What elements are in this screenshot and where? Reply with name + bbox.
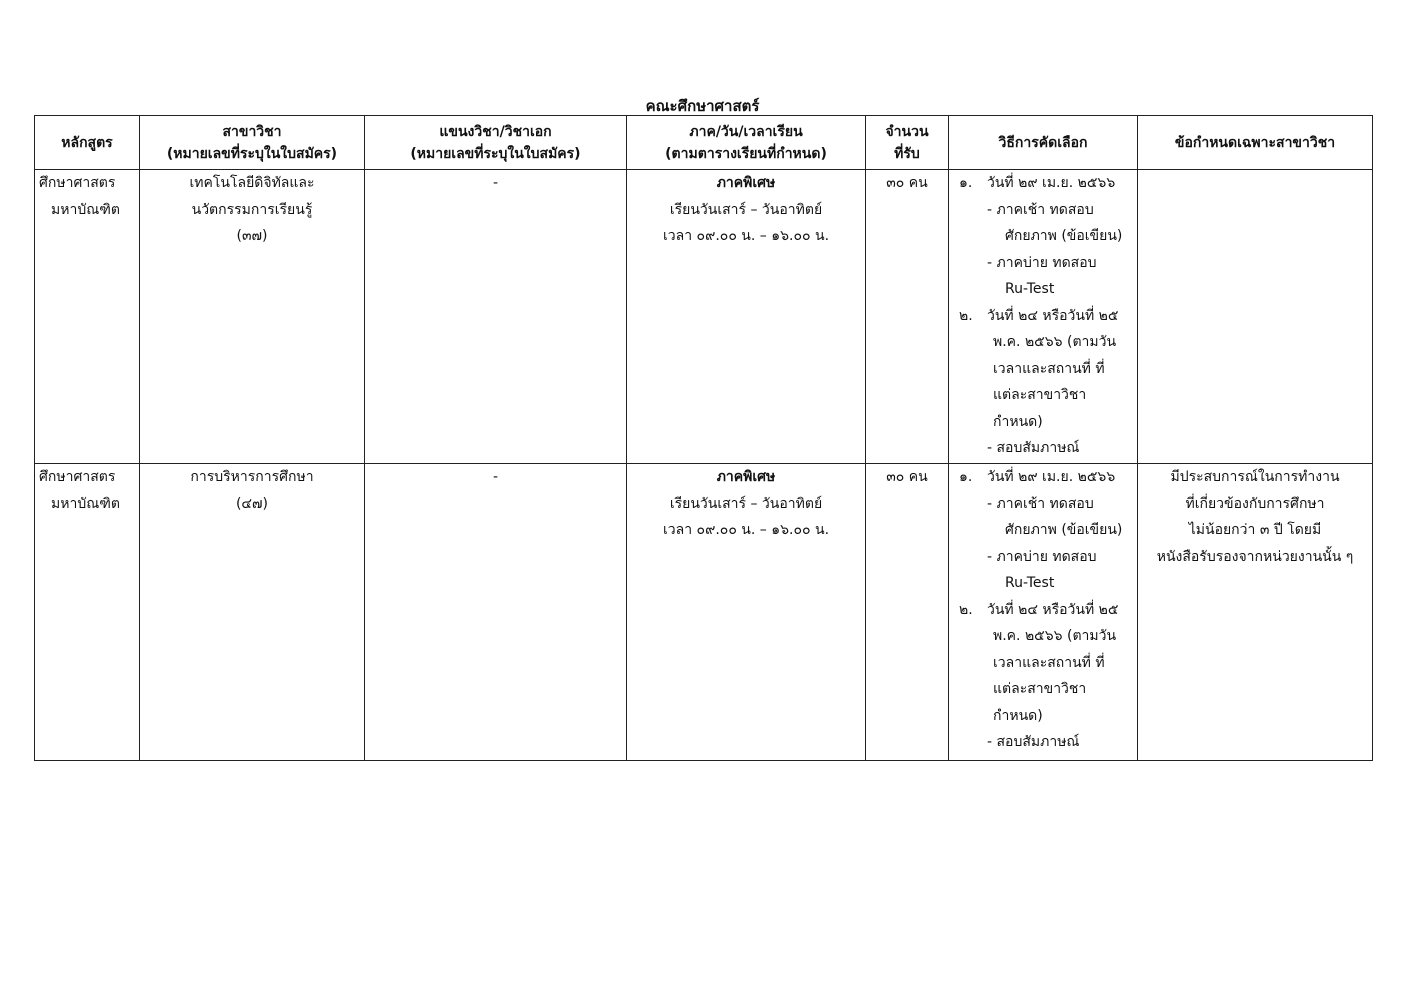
program-table [34, 115, 1373, 761]
schedule-cell: ภาคพิเศษ เรียนวันเสาร์ – วันอาทิตย์ เวลา ๐๙.๐๐ น. – ๑๖.๐๐ น. [627, 170, 866, 464]
course-cell: ศึกษาศาสตร มหาบัณฑิต [35, 464, 140, 761]
header-selection: วิธีการคัดเลือก [949, 116, 1138, 170]
seats-cell: ๓๐ คน [866, 464, 949, 761]
page-title: คณะศึกษาศาสตร์ [645, 97, 760, 115]
major-cell: การบริหารการศึกษา (๔๗) [140, 464, 365, 761]
table-row [35, 170, 1373, 464]
minor-cell: - [365, 170, 627, 464]
header-requirements: ข้อกำหนดเฉพาะสาขาวิชา [1138, 116, 1373, 170]
minor-cell: - [365, 464, 627, 761]
header-seats: จำนวน ที่รับ [866, 116, 949, 170]
header-schedule: ภาค/วัน/เวลาเรียน (ตามตารางเรียนที่กำหนด) [627, 116, 866, 170]
table-row [35, 464, 1373, 761]
requirements-cell [1138, 170, 1373, 464]
header-course: หลักสูตร [35, 116, 140, 170]
selection-cell: ๑. วันที่ ๒๙ เม.ย. ๒๕๖๖ - ภาคเช้า ทดสอบ ศักยภาพ (ข้อเขียน) - ภาคบ่าย ทดสอบ Ru-Test ๒. วันที่ ๒๔ หรือวันที่ ๒๕ พ.ค. ๒๕๖๖ (ตามวัน เวลาและสถานที่ ที่ แต่ละสาขาวิชา กำหนด) - สอบสัมภาษณ์ [949, 170, 1138, 464]
header-major: สาขาวิชา (หมายเลขที่ระบุในใบสมัคร) [140, 116, 365, 170]
major-cell: เทคโนโลยีดิจิทัลและ นวัตกรรมการเรียนรู้ (๓๗) [140, 170, 365, 464]
header-minor: แขนงวิชา/วิชาเอก (หมายเลขที่ระบุในใบสมัคร) [365, 116, 627, 170]
seats-cell: ๓๐ คน [866, 170, 949, 464]
header-row [35, 116, 1373, 170]
schedule-cell: ภาคพิเศษ เรียนวันเสาร์ – วันอาทิตย์ เวลา ๐๙.๐๐ น. – ๑๖.๐๐ น. [627, 464, 866, 761]
selection-cell: ๑. วันที่ ๒๙ เม.ย. ๒๕๖๖ - ภาคเช้า ทดสอบ ศักยภาพ (ข้อเขียน) - ภาคบ่าย ทดสอบ Ru-Test ๒. วันที่ ๒๔ หรือวันที่ ๒๕ พ.ค. ๒๕๖๖ (ตามวัน เวลาและสถานที่ ที่ แต่ละสาขาวิชา กำหนด) - สอบสัมภาษณ์ [949, 464, 1138, 761]
requirements-cell: มีประสบการณ์ในการทำงาน ที่เกี่ยวข้องกับการศึกษา ไม่น้อยกว่า ๓ ปี โดยมี หนังสือรับรองจากหน่วยงานนั้น ๆ [1138, 464, 1373, 761]
course-cell: ศึกษาศาสตร มหาบัณฑิต [35, 170, 140, 464]
